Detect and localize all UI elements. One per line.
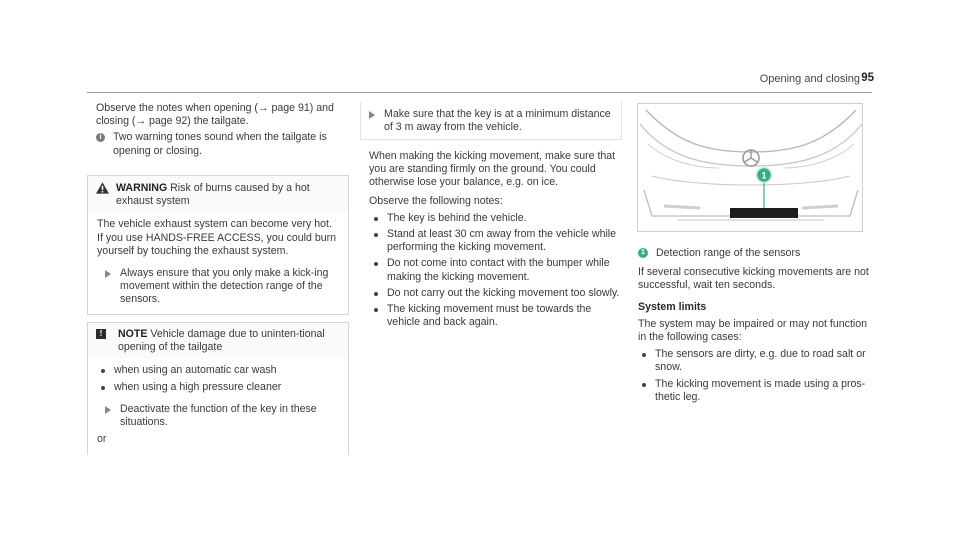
- vehicle-rear-icon: [638, 104, 863, 232]
- list-item: Stand at least 30 cm away from the vehicle while performing the kicking movement.: [369, 228, 624, 254]
- continued-step: [361, 108, 621, 134]
- warning-body: [88, 212, 348, 312]
- list-item: The sensors are dirty, e.g. due to road salt or snow.: [638, 348, 878, 374]
- step-arrow-icon: [105, 270, 111, 278]
- list-item: The key is behind the vehicle.: [369, 212, 624, 225]
- info-icon: i: [96, 133, 105, 142]
- step-arrow-icon: [369, 111, 375, 119]
- info-text: Two warning tones sound when the tailgate is opening or closing.: [113, 131, 327, 157]
- section-heading: System limits: [638, 300, 707, 313]
- notes-list: [369, 212, 624, 330]
- warning-step: [97, 267, 338, 307]
- page-number: 95: [861, 72, 874, 84]
- note-header: [88, 323, 348, 358]
- vehicle-rear-illustration: [637, 103, 863, 232]
- list-item: Do not come into contact with the bumper while making the kicking movement.: [369, 257, 624, 283]
- list-item: Do not carry out the kicking movement too slowly.: [369, 287, 624, 300]
- note-box: [87, 322, 349, 455]
- column-left: [96, 102, 351, 158]
- limits-paragraph: The system may be impaired or may not function in the following cases:: [638, 317, 868, 344]
- intro-paragraph: Observe the notes when opening (→ page 91) and closing (→ page 92) the tailgate.: [96, 102, 334, 128]
- list-item: The kicking movement must be towards the vehicle and back again.: [369, 303, 624, 329]
- note-body: [88, 358, 348, 452]
- step-arrow-icon: [105, 406, 111, 414]
- warning-header: [88, 176, 348, 212]
- limits-list: [638, 348, 878, 404]
- continued-step-box: [360, 102, 622, 140]
- warning-box: [87, 175, 349, 315]
- note-step: [97, 403, 338, 429]
- warning-text: The vehicle exhaust system can become very hot. If you use HANDS-FREE ACCESS, you could burn yourself by touching the exhaust system.: [97, 218, 337, 257]
- figure-caption: [638, 247, 878, 260]
- note-label: NOTE: [118, 328, 148, 340]
- info-note: [96, 131, 351, 157]
- caption-callout-icon: 1: [638, 248, 648, 258]
- consecutive-paragraph: If several consecutive kicking movements are not successful, wait ten seconds.: [638, 266, 869, 292]
- warning-triangle-icon: [96, 182, 109, 194]
- warning-title: Risk of burns caused by a hot exhaust system: [116, 182, 310, 208]
- observe-paragraph: Observe the following notes:: [369, 194, 503, 207]
- column-middle: [369, 150, 624, 329]
- kicking-paragraph: When making the kicking movement, make sure that you are standing firmly on the ground. You could otherwise lose your balance, e.g. on ice.: [369, 150, 616, 189]
- list-item: when using a high pressure cleaner: [97, 381, 338, 394]
- list-item: when using an automatic car wash: [97, 364, 338, 377]
- warning-step-text: Always ensure that you only make a kick-ing movement within the detection range of the sensors.: [120, 267, 329, 306]
- note-icon: !: [96, 329, 106, 339]
- note-bullets: [97, 364, 338, 393]
- list-item: The kicking movement is made using a pros-thetic leg.: [638, 378, 878, 404]
- note-step-text: Deactivate the function of the key in these situations.: [120, 402, 317, 429]
- warning-label: WARNING: [116, 182, 168, 194]
- header-divider: [87, 92, 872, 93]
- column-right: [638, 247, 878, 404]
- note-or: or: [97, 433, 107, 446]
- caption-text: Detection range of the sensors: [656, 247, 801, 259]
- figure-callout-label: 1: [761, 170, 767, 181]
- note-title: Vehicle damage due to uninten-tional opening of the tailgate: [118, 328, 325, 354]
- page-header-title: Opening and closing: [759, 73, 860, 85]
- continued-step-text: Make sure that the key is at a minimum distance of 3 m away from the vehicle.: [384, 108, 611, 134]
